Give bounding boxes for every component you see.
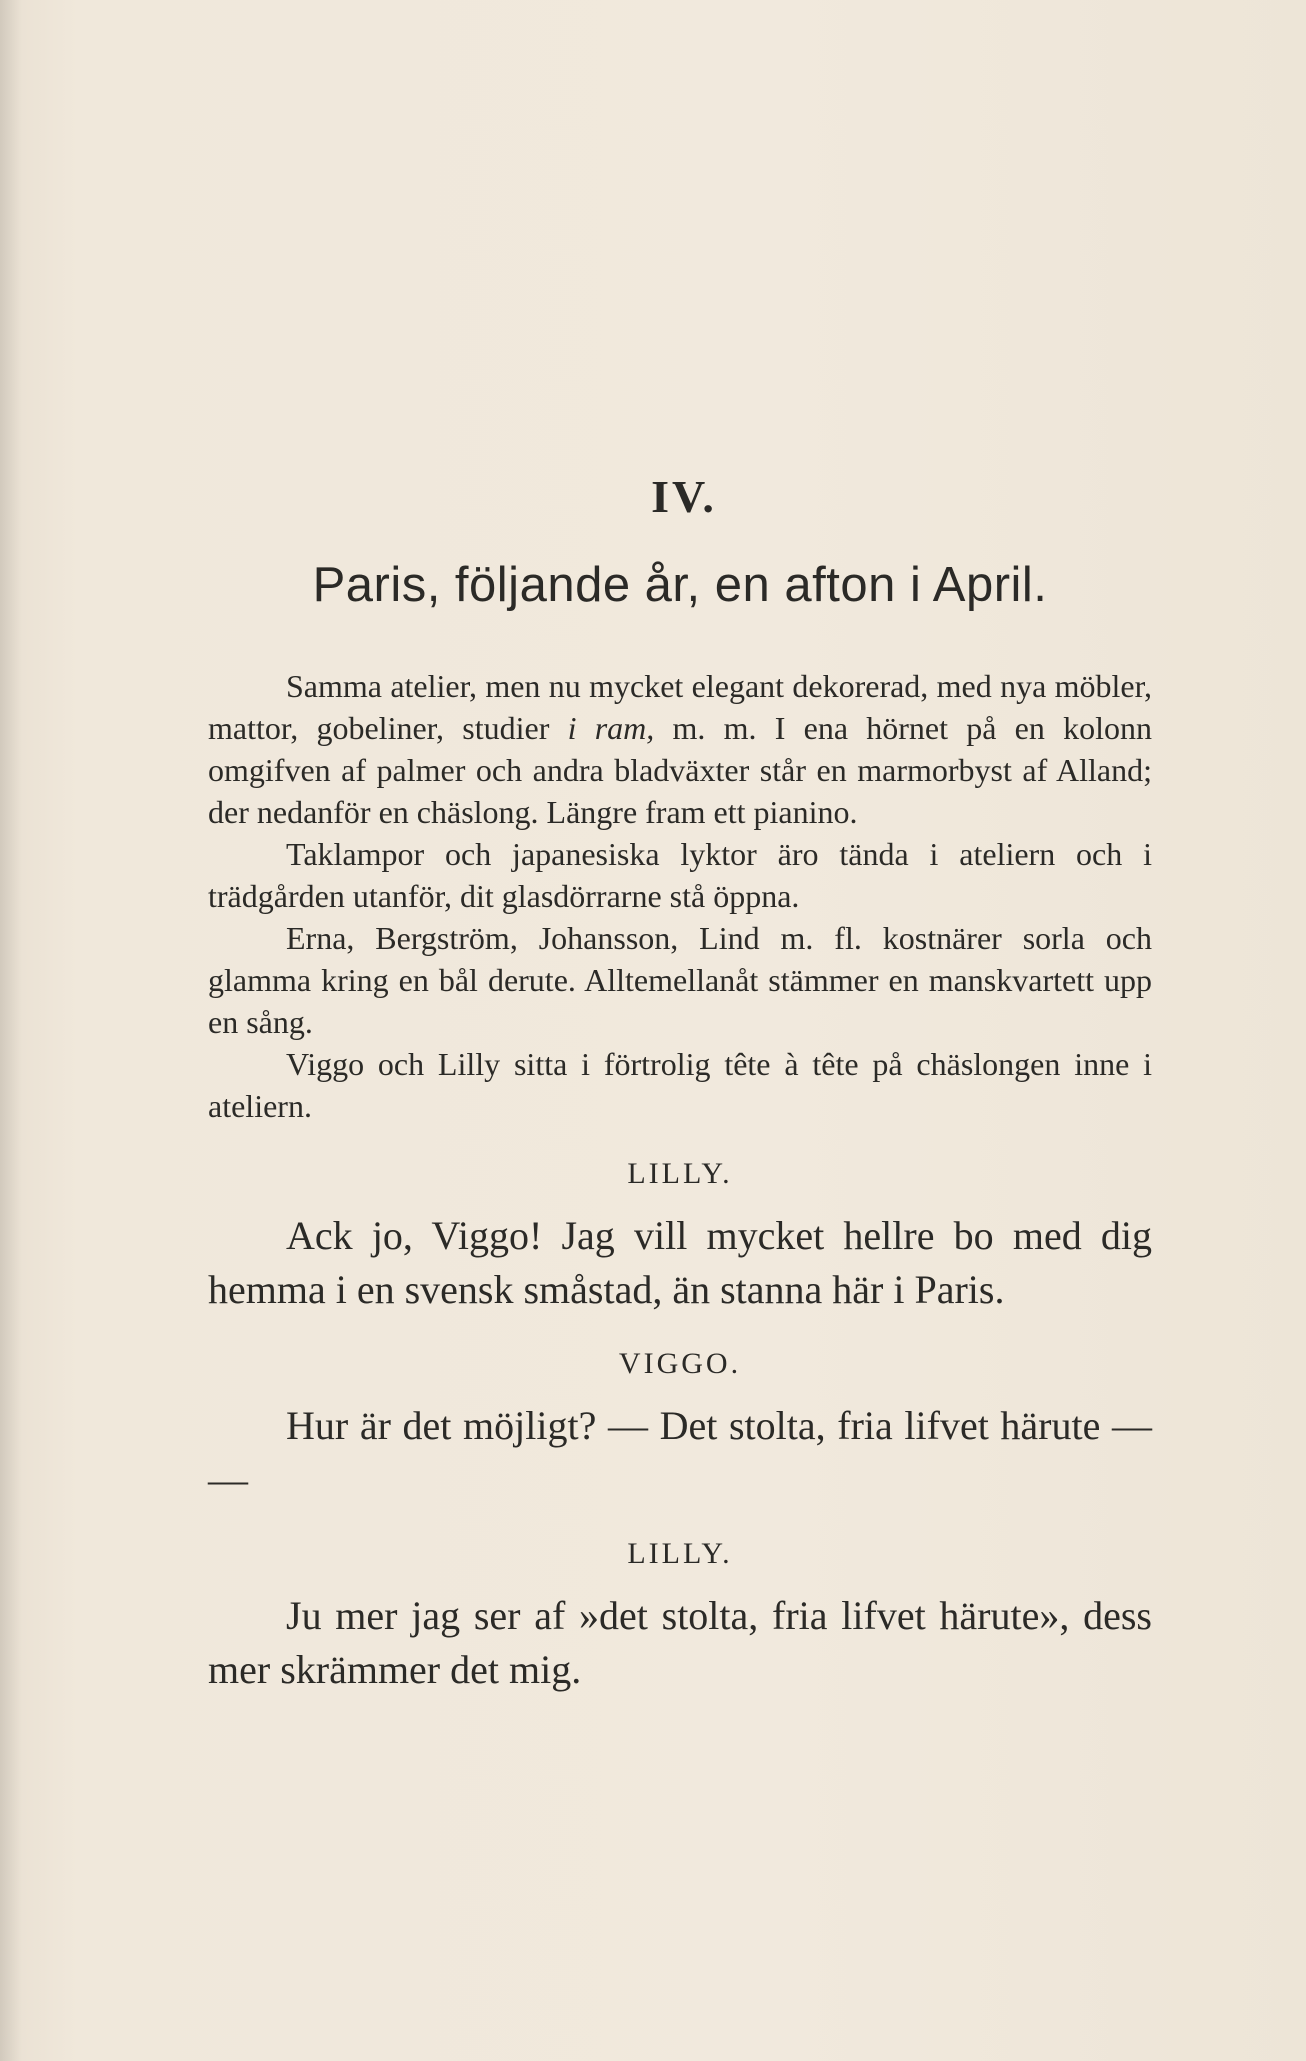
stage-direction-paragraph: Erna, Bergström, Johansson, Lind m. fl. kostnärer sorla och glamma kring en bål derute. Alltemellanåt stämmer en manskvartett upp en sång. (208, 920, 1152, 1040)
stage-text: m. m. I ena hörnet på en kolonn omgifven af palmer och andra bladväxter står en marmorbyst af Alland; der nedanför en chäslong. Längre fram ett pianino. (208, 710, 1153, 830)
dialogue-line: Hur är det möjligt? — Det stolta, fria lifvet härute — — (208, 1403, 1152, 1502)
chapter-heading: IV. (651, 471, 717, 522)
dialogue-line: Ju mer jag ser af »det stolta, fria lifvet härute», dess mer skrämmer det mig. (208, 1593, 1152, 1692)
stage-direction-paragraph: Viggo och Lilly sitta i förtrolig tête à tête på chäslongen inne i ateliern. (208, 1046, 1152, 1124)
stage-direction-paragraph: Taklampor och japanesiska lyktor äro tända i ateliern och i trädgården utanför, dit glasdörrarne stå öppna. (208, 836, 1152, 914)
stage-text-italic: i ram, (567, 710, 655, 746)
scene-location: Paris, följande år, en afton i April. (312, 558, 1048, 612)
stage-text: Samma atelier, men nu mycket elegant dekorerad, med nya möbler, mattor, gobeliner, studier (208, 668, 1152, 746)
binding-shadow (0, 0, 22, 2061)
dialogue-line: Ack jo, Viggo! Jag vill mycket hellre bo med dig hemma i en svensk småstad, än stanna här i Paris. (208, 1213, 1152, 1312)
stage-direction-paragraph (208, 665, 1152, 833)
speaker-name: LILLY. (627, 1157, 733, 1190)
speaker-name: LILLY. (627, 1537, 733, 1570)
speaker-name: VIGGO. (618, 1347, 742, 1380)
stage-directions (208, 665, 1152, 1127)
page-content (208, 470, 1152, 1697)
